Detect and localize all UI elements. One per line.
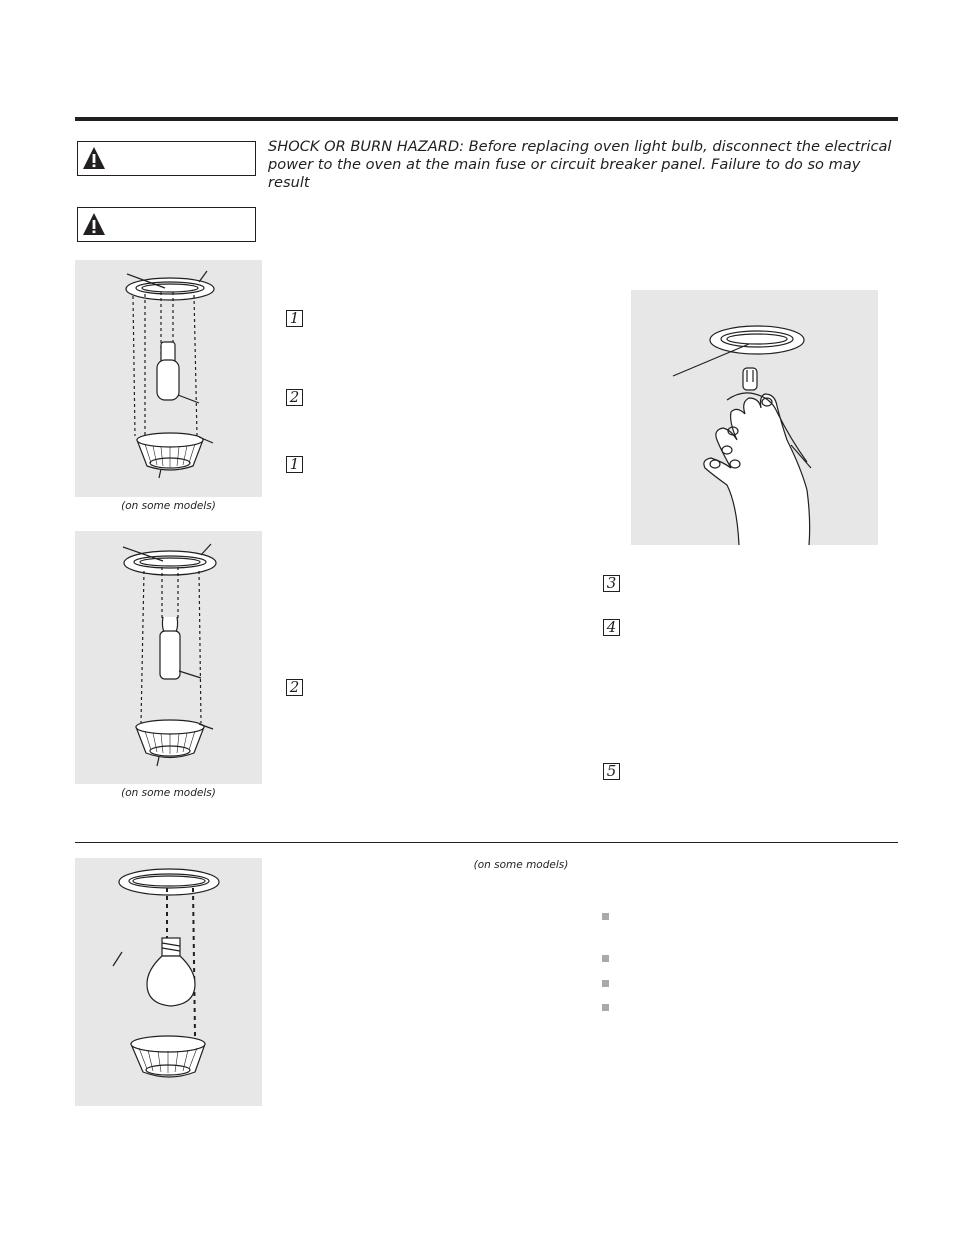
step-number-1: 1 xyxy=(286,456,303,473)
figure-caption: (on some models) xyxy=(473,859,569,871)
figure-halogen-bulb-2 xyxy=(75,531,262,784)
figure-halogen-bulb-1 xyxy=(75,260,262,497)
step-number-3: 3 xyxy=(603,575,620,592)
bullet-marker xyxy=(602,955,609,962)
warning-triangle-icon xyxy=(82,212,106,236)
figure-hand-removing-bulb xyxy=(631,290,878,545)
step-number-1: 1 xyxy=(286,310,303,327)
step-number-2: 2 xyxy=(286,389,303,406)
hand-bulb-illustration xyxy=(631,290,878,545)
figure-caption: (on some models) xyxy=(121,500,216,512)
halogen-bulb-illustration xyxy=(75,260,262,497)
bullet-marker xyxy=(602,1004,609,1011)
top-rule xyxy=(75,117,898,121)
step-number-5: 5 xyxy=(603,763,620,780)
step-number-2: 2 xyxy=(286,679,303,696)
figure-caption: (on some models) xyxy=(121,787,216,799)
incandescent-bulb-illustration xyxy=(75,858,262,1106)
figure-incandescent-bulb xyxy=(75,858,262,1106)
hazard-text: SHOCK OR BURN HAZARD: Before replacing oven light bulb, disconnect the electrical power to the oven at the main fuse or circuit breaker panel. Failure to do so may result xyxy=(268,138,892,191)
section-rule xyxy=(75,842,898,843)
warning-triangle-icon xyxy=(82,146,106,170)
halogen-bulb-illustration xyxy=(75,531,262,784)
warning-box-2 xyxy=(77,207,256,242)
bullet-marker xyxy=(602,980,609,987)
bullet-marker xyxy=(602,913,609,920)
step-number-4: 4 xyxy=(603,619,620,636)
warning-box-1 xyxy=(77,141,256,176)
